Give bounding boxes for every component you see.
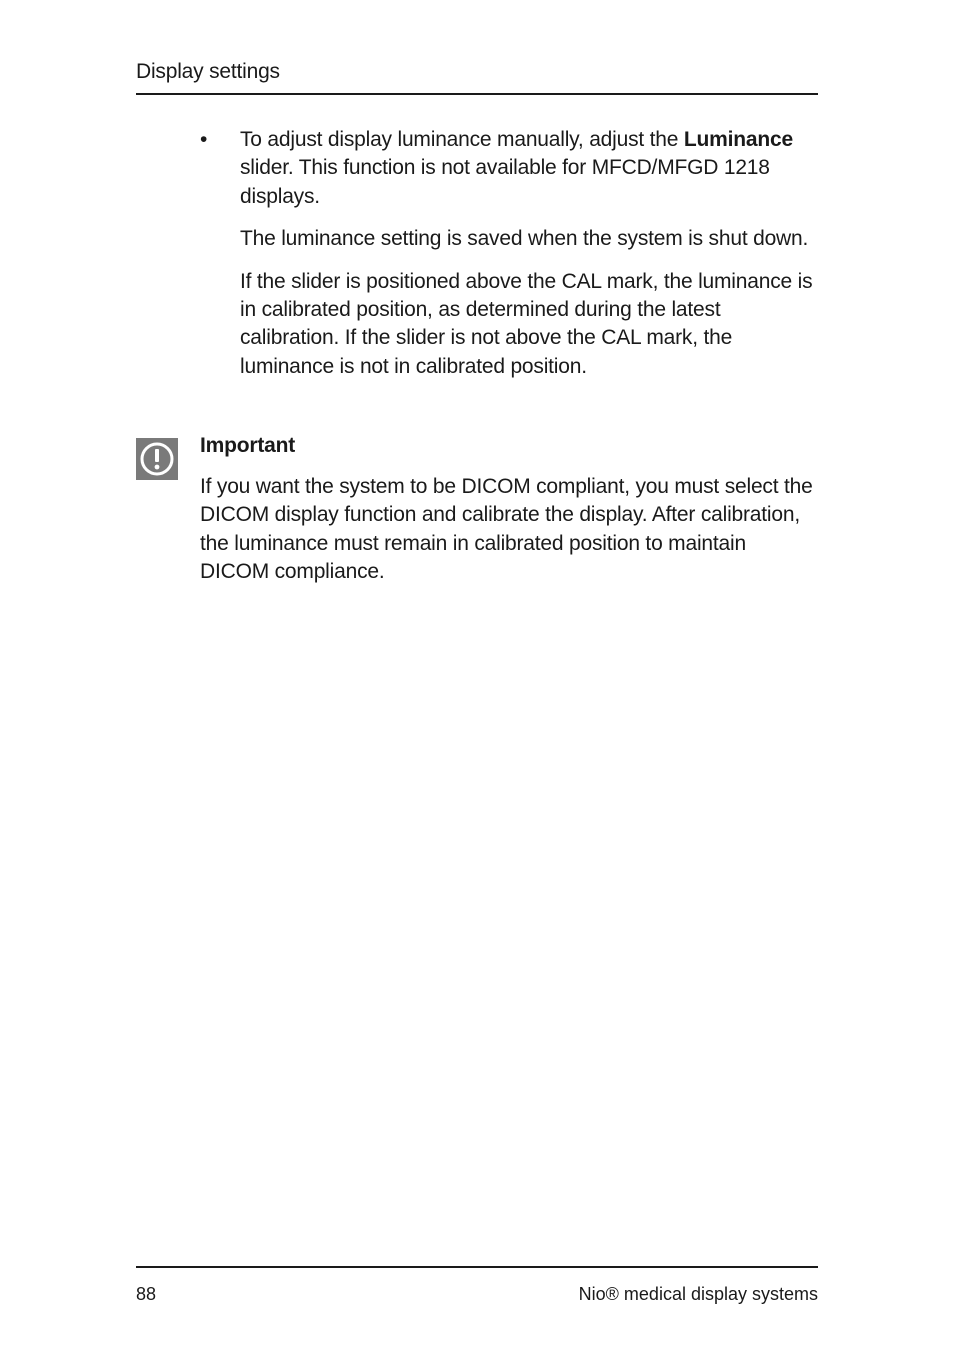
paragraph-luminance-adjust-end: slider. This function is not available for MFCD/MFGD 1218 displays.	[240, 156, 770, 208]
luminance-term: Luminance	[683, 128, 793, 151]
bullet-content	[240, 126, 818, 395]
paragraph-cal-mark: If the slider is positioned above the CAL mark, the luminance is in calibrated position, as determined during the latest calibration. If the slider is not above the CAL mark, the luminance is not in calibrated position.	[240, 269, 813, 378]
important-body: If you want the system to be DICOM compliant, you must select the DICOM display function and calibrate the display. After calibration, the luminance must remain in calibrated position to maintain DICOM compliance.	[200, 475, 813, 584]
paragraph-luminance-adjust-start: To adjust display luminance manually, adjust the	[240, 128, 684, 151]
page-header-title: Display settings	[136, 60, 280, 83]
header-divider	[136, 93, 818, 95]
footer-divider	[136, 1266, 818, 1268]
important-title: Important	[200, 434, 296, 457]
footer-product-name: Nio® medical display systems	[578, 1284, 818, 1304]
exclamation-icon	[136, 438, 178, 480]
paragraph-luminance-saved: The luminance setting is saved when the system is shut down.	[240, 227, 809, 251]
paragraph-luminance-adjust	[240, 126, 818, 211]
important-notice	[200, 432, 818, 587]
bullet-marker: •	[200, 128, 208, 151]
page-number: 88	[136, 1284, 157, 1304]
